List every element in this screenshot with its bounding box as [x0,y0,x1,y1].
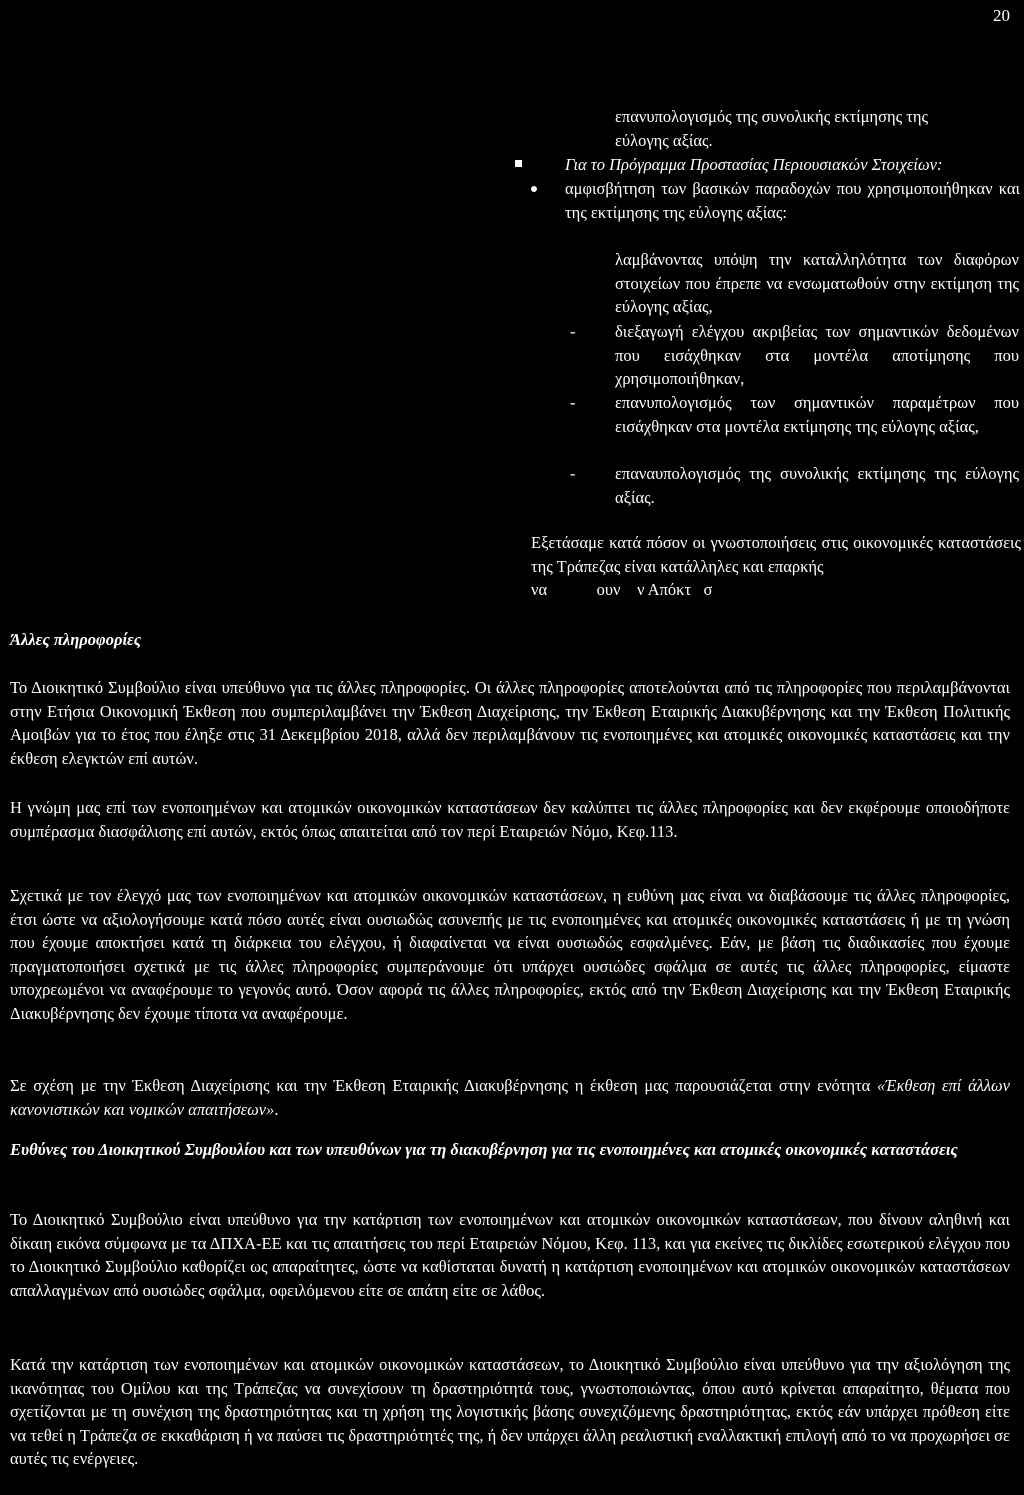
recalc-tail-line-2: εύλογης αξίας. [615,130,713,150]
sub-item-1-text: λαμβάνοντας υπόψη την καταλληλότητα των διαφόρων στοιχείων που έπρεπε να ενσωματωθούν στην εκτίμηση της εύλογης αξίας, [615,250,1019,317]
other-info-p2: Η γνώμη μας επί των ενοποιημένων και ατομικών οικονομικών καταστάσεων δεν καλύπτει τις άλλες πληροφορίες και δεν εκφέρουμε οποιοδήποτε συμπέρασμα διασφάλισης επί αυτών, εκτός όπως απαιτείται από τον περί Εταιρειών Νόμο, Κεφ.113. [10,798,1010,841]
round-bullet-icon [531,186,537,192]
sub-item-4 [570,462,1019,509]
sub-item-4-text: επαναυπολογισμός της συνολικής εκτίμησης της εύλογης αξίας. [615,464,1019,507]
program-heading-item [565,153,1020,177]
sub-item-1 [615,248,1019,319]
square-bullet-icon [515,160,522,167]
recalc-tail-line-1: επανυπολογισμός της συνολικής εκτίμησης της [615,107,929,126]
disclosure-text: Εξετάσαμε κατά πόσον οι γνωστοποιήσεις στις οικονομικές καταστάσεις της Τράπεζας είναι κατάλληλες και επαρκής [531,533,1021,576]
page-number: 20 [993,6,1010,25]
recalc-tail [615,105,1019,152]
disclosure-partial: να ουν ν Απόκτ σ [531,580,713,600]
other-info-p4 [10,1074,1010,1121]
dash-marker: - [570,322,576,341]
dash-marker: - [570,464,576,483]
other-info-heading: Άλλες πληροφορίες [10,630,142,649]
disclosure-paragraph [531,531,1021,602]
responsibilities-p2: Κατά την κατάρτιση των ενοποιημένων και ατομικών οικονομικών καταστάσεων, το Διοικητικό Συμβούλιο είναι υπεύθυνο για την αξιολόγηση της ικανότητας του Ομίλου και της Τράπεζας να συνεχίσουν τη δραστηριότητά τους, γνωστοποιώντας, όπου αυτό κρίνεται απαραίτητο, θέματα που σχετίζονται με τη συνέχιση της δραστηριότητας και τη χρήση της λογιστικής βάσης συνεχιζόμενης δραστηριότητας, εκτός εάν υπάρχει πρόθεση είτε να τεθεί η Τράπεζα σε εκκαθάριση ή να παύσει τις δραστηριότητές της, ή δεν υπάρχει άλλη ρεαλιστική εναλλακτική επιλογή από το να προχωρήσει σε αυτές τις ενέργειες. [10,1355,1010,1469]
other-info-p4-prefix: Σε σχέση με την Έκθεση Διαχείρισης και την Έκθεση Εταιρικής Διακυβέρνησης η έκθεση μας παρουσιάζεται στην ενότητα [10,1076,878,1095]
other-info-p4-section: «Έκθεση επί άλλων κανονιστικών και νομικών απαιτήσεων» [10,1076,1010,1119]
other-info-p4-suffix: . [274,1099,279,1119]
other-info-p1: Το Διοικητικό Συμβούλιο είναι υπεύθυνο για τις άλλες πληροφορίες. Οι άλλες πληροφορίες αποτελούνται από τις πληροφορίες που περιλαμβάνονται στην Ετήσια Οικονομική Έκθεση που συμπεριλαμβάνει την Έκθεση Διαχείρισης, την Έκθεση Εταιρικής Διακυβέρνησης και την Έκθεση Πολιτικής Αμοιβών για το έτος που έληξε στις 31 Δεκεμβρίου 2018, αλλά δεν περιλαμβάνουν τις ενοποιημένες και ατομικές οικονομικές καταστάσεις και την έκθεση ελεγκτών επί αυτών. [10,678,1010,768]
program-heading: Για το Πρόγραμμα Προστασίας Περιουσιακών Στοιχείων: [565,155,943,174]
responsibilities-p1: Το Διοικητικό Συμβούλιο είναι υπεύθυνο για την κατάρτιση των ενοποιημένων και ατομικών οικονομικών καταστάσεων, που δίνουν αληθινή και δίκαιη εικόνα σύμφωνα με τα ΔΠΧΑ-ΕΕ και τις απαιτήσεις του περί Εταιρειών Νόμου, Κεφ. 113, και για εκείνες τις δικλίδες εσωτερικού ελέγχου που το Διοικητικό Συμβούλιο καθορίζει ως απαραίτητες, ώστε να καθίσταται δυνατή η κατάρτιση ενοποιημένων και ατομικών οικονομικών καταστάσεων απαλλαγμένων από ουσιώδες σφάλμα, οφειλόμενου είτε σε απάτη είτε σε λάθος. [10,1210,1010,1300]
bullet-challenge-text: αμφισβήτηση των βασικών παραδοχών που χρησιμοποιήθηκαν και της εκτίμησης της εύλογης αξίας: [565,179,1020,222]
bullet-challenge-item [565,177,1020,224]
dash-marker: - [570,393,576,412]
sub-item-2 [570,320,1019,391]
sub-item-3-text: επανυπολογισμός των σημαντικών παραμέτρων που εισάχθηκαν στα μοντέλα εκτίμησης της εύλογης αξίας, [615,393,1019,436]
responsibilities-heading: Ευθύνες του Διοικητικού Συμβουλίου και των υπευθύνων για τη διακυβέρνηση για τις ενοποιημένες και ατομικές οικονομικές καταστάσεις [10,1140,958,1159]
sub-item-3 [570,391,1019,438]
sub-item-2-text: διεξαγωγή ελέγχου ακριβείας των σημαντικών δεδομένων που εισάχθηκαν στα μοντέλα αποτίμησης που χρησιμοποιήθηκαν, [615,322,1019,389]
other-info-p3: Σχετικά με τον έλεγχό μας των ενοποιημένων και ατομικών οικονομικών καταστάσεων, η ευθύνη μας είναι να διαβάσουμε τις άλλες πληροφορίες, έτσι ώστε να αξιολογήσουμε κατά πόσο αυτές είναι ουσιωδώς ασυνεπής με τις ενοποιημένες και ατομικές οικονομικές καταστάσεις ή με τη γνώση που έχουμε αποκτήσει κατά τη διάρκεια του ελέγχου, ή διαφαίνεται να είναι ουσιωδώς εσφαλμένες. Εάν, με βάση τις διαδικασίες που έχουμε πραγματοποιήσει σχετικά με τις άλλες πληροφορίες συμπεράνουμε ότι υπάρχει ουσιώδες σφάλμα σε αυτές τις άλλες πληροφορίες, είμαστε υποχρεωμένοι να αναφέρουμε το γεγονός αυτό. Όσον αφορά τις άλλες πληροφορίες, εκτός από την Έκθεση Διαχείρισης και την Έκθεση Εταιρικής Διακυβέρνησης δεν έχουμε τίποτα να αναφέρουμε. [10,886,1010,1023]
